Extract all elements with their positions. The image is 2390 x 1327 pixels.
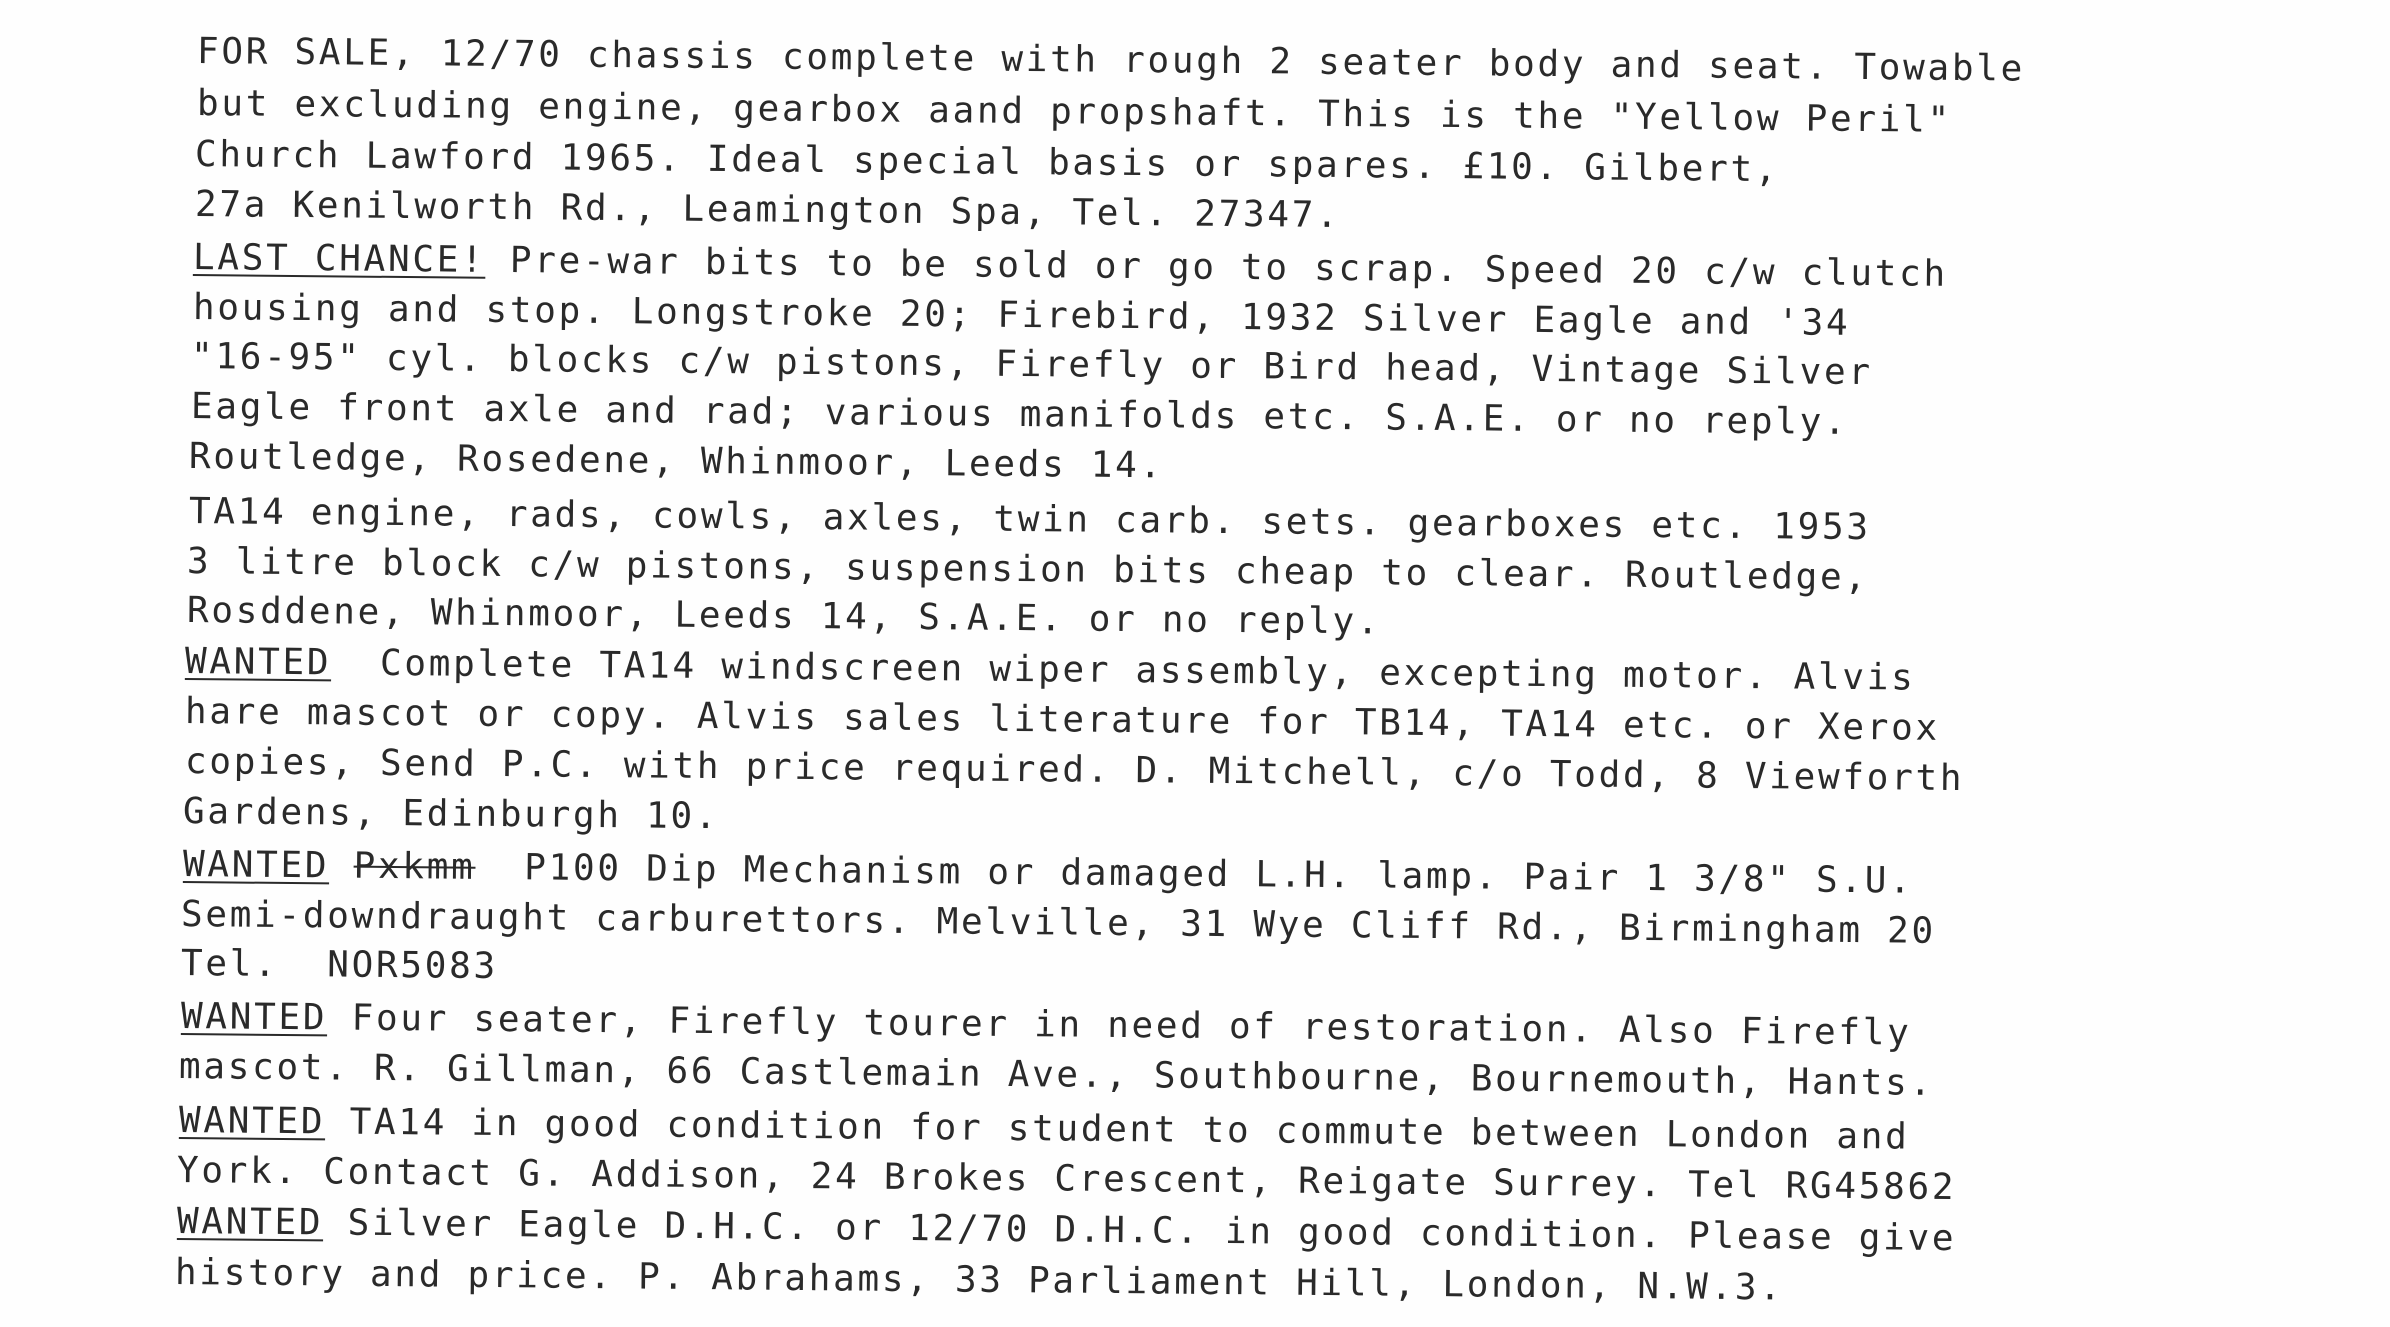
advert-last-chance-line-3: "16-95" cyl. blocks c/w pistons, Firefly or Bird head, Vintage Silver	[190, 336, 1873, 394]
advert-ta14-parts-line-3: Rosddene, Whinmoor, Leeds 14, S.A.E. or no reply.	[186, 590, 1382, 643]
advert-for-sale-line-2: but excluding engine, gearbox aand propshaft. This is the "Yellow Peril"	[196, 83, 1953, 141]
advert-last-chance-line-4: Eagle front axle and rad; various manifolds etc. S.A.E. or no reply.	[190, 386, 1849, 443]
advert-wanted-ta14-student-line-2: York. Contact G. Addison, 24 Brokes Crescent, Reigate Surrey. Tel RG45862	[176, 1150, 1957, 1209]
wanted-heading: WANTED	[178, 1100, 326, 1143]
advert-wanted-four-seater-line-2: mascot. R. Gillman, 66 Castlemain Ave., Southbourne, Bournemouth, Hants.	[178, 1046, 1935, 1104]
wanted-silver-eagle-line-1-text: Silver Eagle D.H.C. or 12/70 D.H.C. in good condition. Please give	[323, 1202, 1957, 1260]
advert-ta14-parts-line-1: TA14 engine, rads, cowls, axles, twin carb. sets. gearboxes etc. 1953	[188, 491, 1871, 549]
advert-for-sale-line-3: Church Lawford 1965. Ideal special basis or spares. £10. Gilbert,	[194, 134, 1780, 191]
advert-wanted-silver-eagle-line-1	[177, 1200, 1957, 1261]
advert-wanted-wiper-line-2: hare mascot or copy. Alvis sales literature for TB14, TA14 etc. or Xerox	[184, 691, 1941, 749]
advert-last-chance-line-5: Routledge, Rosedene, Whinmoor, Leeds 14.	[188, 436, 1165, 487]
advert-for-sale-line-4: 27a Kenilworth Rd., Leamington Spa, Tel. 27347.	[194, 184, 1341, 236]
last-chance-line-1-text: Pre-war bits to be sold or go to scrap. Speed 20 c/w clutch	[485, 239, 1949, 295]
wanted-heading: WANTED	[184, 641, 332, 684]
wanted-heading: WANTED	[180, 996, 328, 1039]
wanted-four-seater-line-1-text: Four seater, Firefly tourer in need of restoration. Also Firefly	[327, 997, 1912, 1054]
wanted-p100-line-1-text: P100 Dip Mechanism or damaged L.H. lamp. Pair 1 3/8" S.U.	[475, 846, 1914, 902]
last-chance-heading: LAST CHANCE!	[192, 237, 486, 281]
advert-for-sale-line-1: FOR SALE, 12/70 chassis complete with rough 2 seater body and seat. Towable	[196, 31, 2026, 90]
wanted-wiper-line-1-text: Complete TA14 windscreen wiper assembly, excepting motor. Alvis	[331, 642, 1916, 699]
advert-wanted-p100-line-3: Tel. NOR5083	[180, 943, 499, 988]
struck-out-text: Pxkmm	[353, 845, 476, 888]
advert-ta14-parts-line-2: 3 litre block c/w pistons, suspension bits cheap to clear. Routledge,	[186, 541, 1869, 599]
advert-last-chance-line-2: housing and stop. Longstroke 20; Firebird, 1932 Silver Eagle and '34	[192, 287, 1851, 344]
advert-wanted-wiper-line-4: Gardens, Edinburgh 10.	[182, 791, 720, 838]
advert-wanted-silver-eagle-line-2: history and price. P. Abrahams, 33 Parliament Hill, London, N.W.3.	[174, 1252, 1784, 1309]
advert-wanted-wiper-line-3: copies, Send P.C. with price required. D. Mitchell, c/o Todd, 8 Viewforth	[184, 741, 1965, 800]
advert-wanted-p100-line-2: Semi-downdraught carburettors. Melville, 31 Wye Cliff Rd., Birmingham 20	[180, 894, 1937, 952]
wanted-heading: WANTED	[176, 1201, 324, 1244]
wanted-ta14-student-line-1-text: TA14 in good condition for student to commute between London and	[325, 1101, 1910, 1158]
wanted-heading: WANTED	[182, 844, 330, 887]
